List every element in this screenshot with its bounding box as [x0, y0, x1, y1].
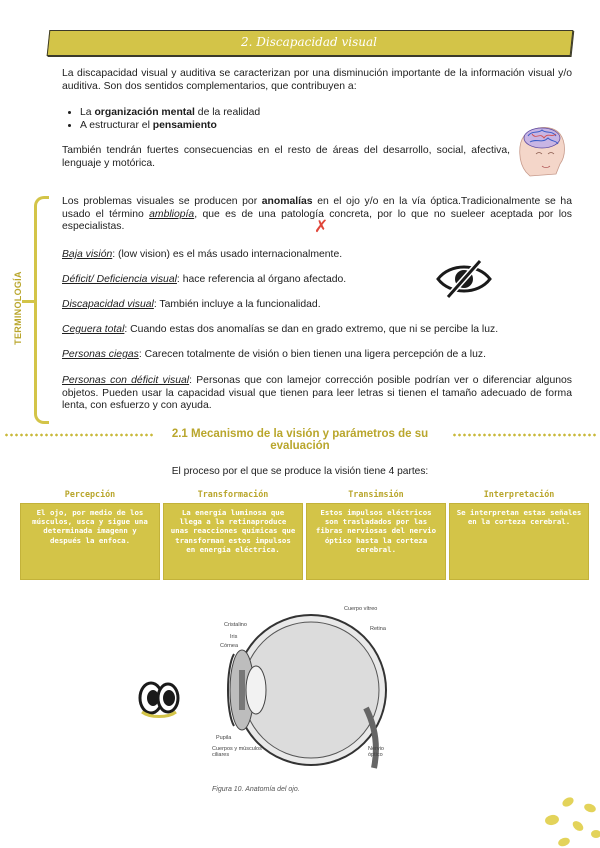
- label-pupila: Pupila: [216, 735, 232, 741]
- intro-paragraph: La discapacidad visual y auditiva se caracterizan por una disminución importante de la información visual y/o auditiva. Son dos sentidos complementarios, que contribuyen a:: [62, 68, 572, 92]
- terminology-intro: Los problemas visuales se producen por anomalías en el ojo y/o en la vía óptica.Tradicionalmente se ha usado el término ambliopía, que es de una patología concreta, por lo que no sueleer aceptada por los especialistas.: [62, 196, 572, 233]
- step-heading-transmision: Transimsión: [348, 489, 404, 499]
- section-title: 2.1 Mecanismo de la visión y parámetros de su evaluación: [171, 428, 429, 452]
- terminology-label: TERMINOLOGÍA: [13, 271, 23, 345]
- step-heading-percepcion: Percepción: [64, 489, 116, 499]
- step-box-transmision: Estos impulsos eléctricos son trasladados por las fibras nerviosas del nervio óptico hasta la corteza cerebral.: [306, 503, 446, 580]
- term-discapacidad-visual: Discapacidad visual: También incluye a la funcionalidad.: [62, 299, 321, 310]
- label-cuerpo-vitreo: Cuerpo vítreo: [344, 606, 378, 612]
- crossed-eye-icon: [434, 257, 494, 301]
- step-heading-transformacion: Transformación: [197, 489, 269, 499]
- figure-caption: Figura 10. Anatomía del ojo.: [212, 786, 300, 793]
- head-brain-illustration: [512, 122, 568, 180]
- term-deficit-visual: Déficit/ Deficiencia visual: hace referencia al órgano afectado.: [62, 274, 347, 285]
- googly-eyes-icon: [138, 678, 180, 718]
- terminology-bracket: [34, 196, 49, 424]
- list-item: • A estructurar el pensamiento: [80, 120, 500, 133]
- intro-bullets: [62, 107, 500, 132]
- step-heading-interpretacion: Interpretación: [483, 489, 555, 499]
- term-personas-deficit: Personas con déficit visual: Personas que con lamejor corrección posible podrían ver o diferenciar algunos objetos. Pueden usar la capacidad visual que tienen para leer letras si tienen el tamaño adecuado de forma lenta, con esfuerzo y con ayuda.: [62, 375, 572, 412]
- label-retina: Retina: [370, 626, 386, 632]
- intro-paragraph-2: También tendrán fuertes consecuencias en el resto de áreas del desarrollo, social, afectiva, lenguaje y motórica.: [62, 145, 510, 169]
- list-item: • La organización mental de la realidad: [80, 107, 500, 120]
- decorative-dots: [530, 790, 600, 848]
- section-divider-right: [452, 432, 596, 438]
- cross-mark-icon: ✗: [314, 217, 329, 236]
- step-box-interpretacion: Se interpretan estas señales en la corteza cerebral.: [449, 503, 589, 580]
- section-lead: El proceso por el que se produce la visión tiene 4 partes:: [171, 466, 429, 477]
- term-personas-ciegas: Personas ciegas: Carecen totalmente de visión o bien tienen una ligera percepción de a luz.: [62, 349, 486, 360]
- term-baja-vision: Baja visión: (low vision) es el más usado internacionalmente.: [62, 249, 343, 260]
- step-box-transformacion: La energía luminosa que llega a la retinaproduce unas reacciones químicas que transforman estos impulsos en energía eléctrica.: [163, 503, 303, 580]
- label-cuerpos: Cuerpos y músculos ciliares: [212, 746, 262, 758]
- label-iris: Iris: [230, 634, 238, 640]
- step-box-percepcion: El ojo, por medio de los músculos, usca y sigue una determinada imagenn y después la enfoca.: [20, 503, 160, 580]
- page-title: 2. Discapacidad visual: [241, 35, 377, 49]
- section-divider-left: [4, 432, 154, 438]
- label-cristalino: Cristalino: [224, 622, 247, 628]
- label-cornea: Córnea: [220, 643, 239, 649]
- label-nervio-optico: Nervio óptico: [368, 746, 384, 758]
- term-ceguera-total: Ceguera total: Cuando estas dos anomalías se dan en grado extremo, que ni se percibe la luz.: [62, 324, 499, 335]
